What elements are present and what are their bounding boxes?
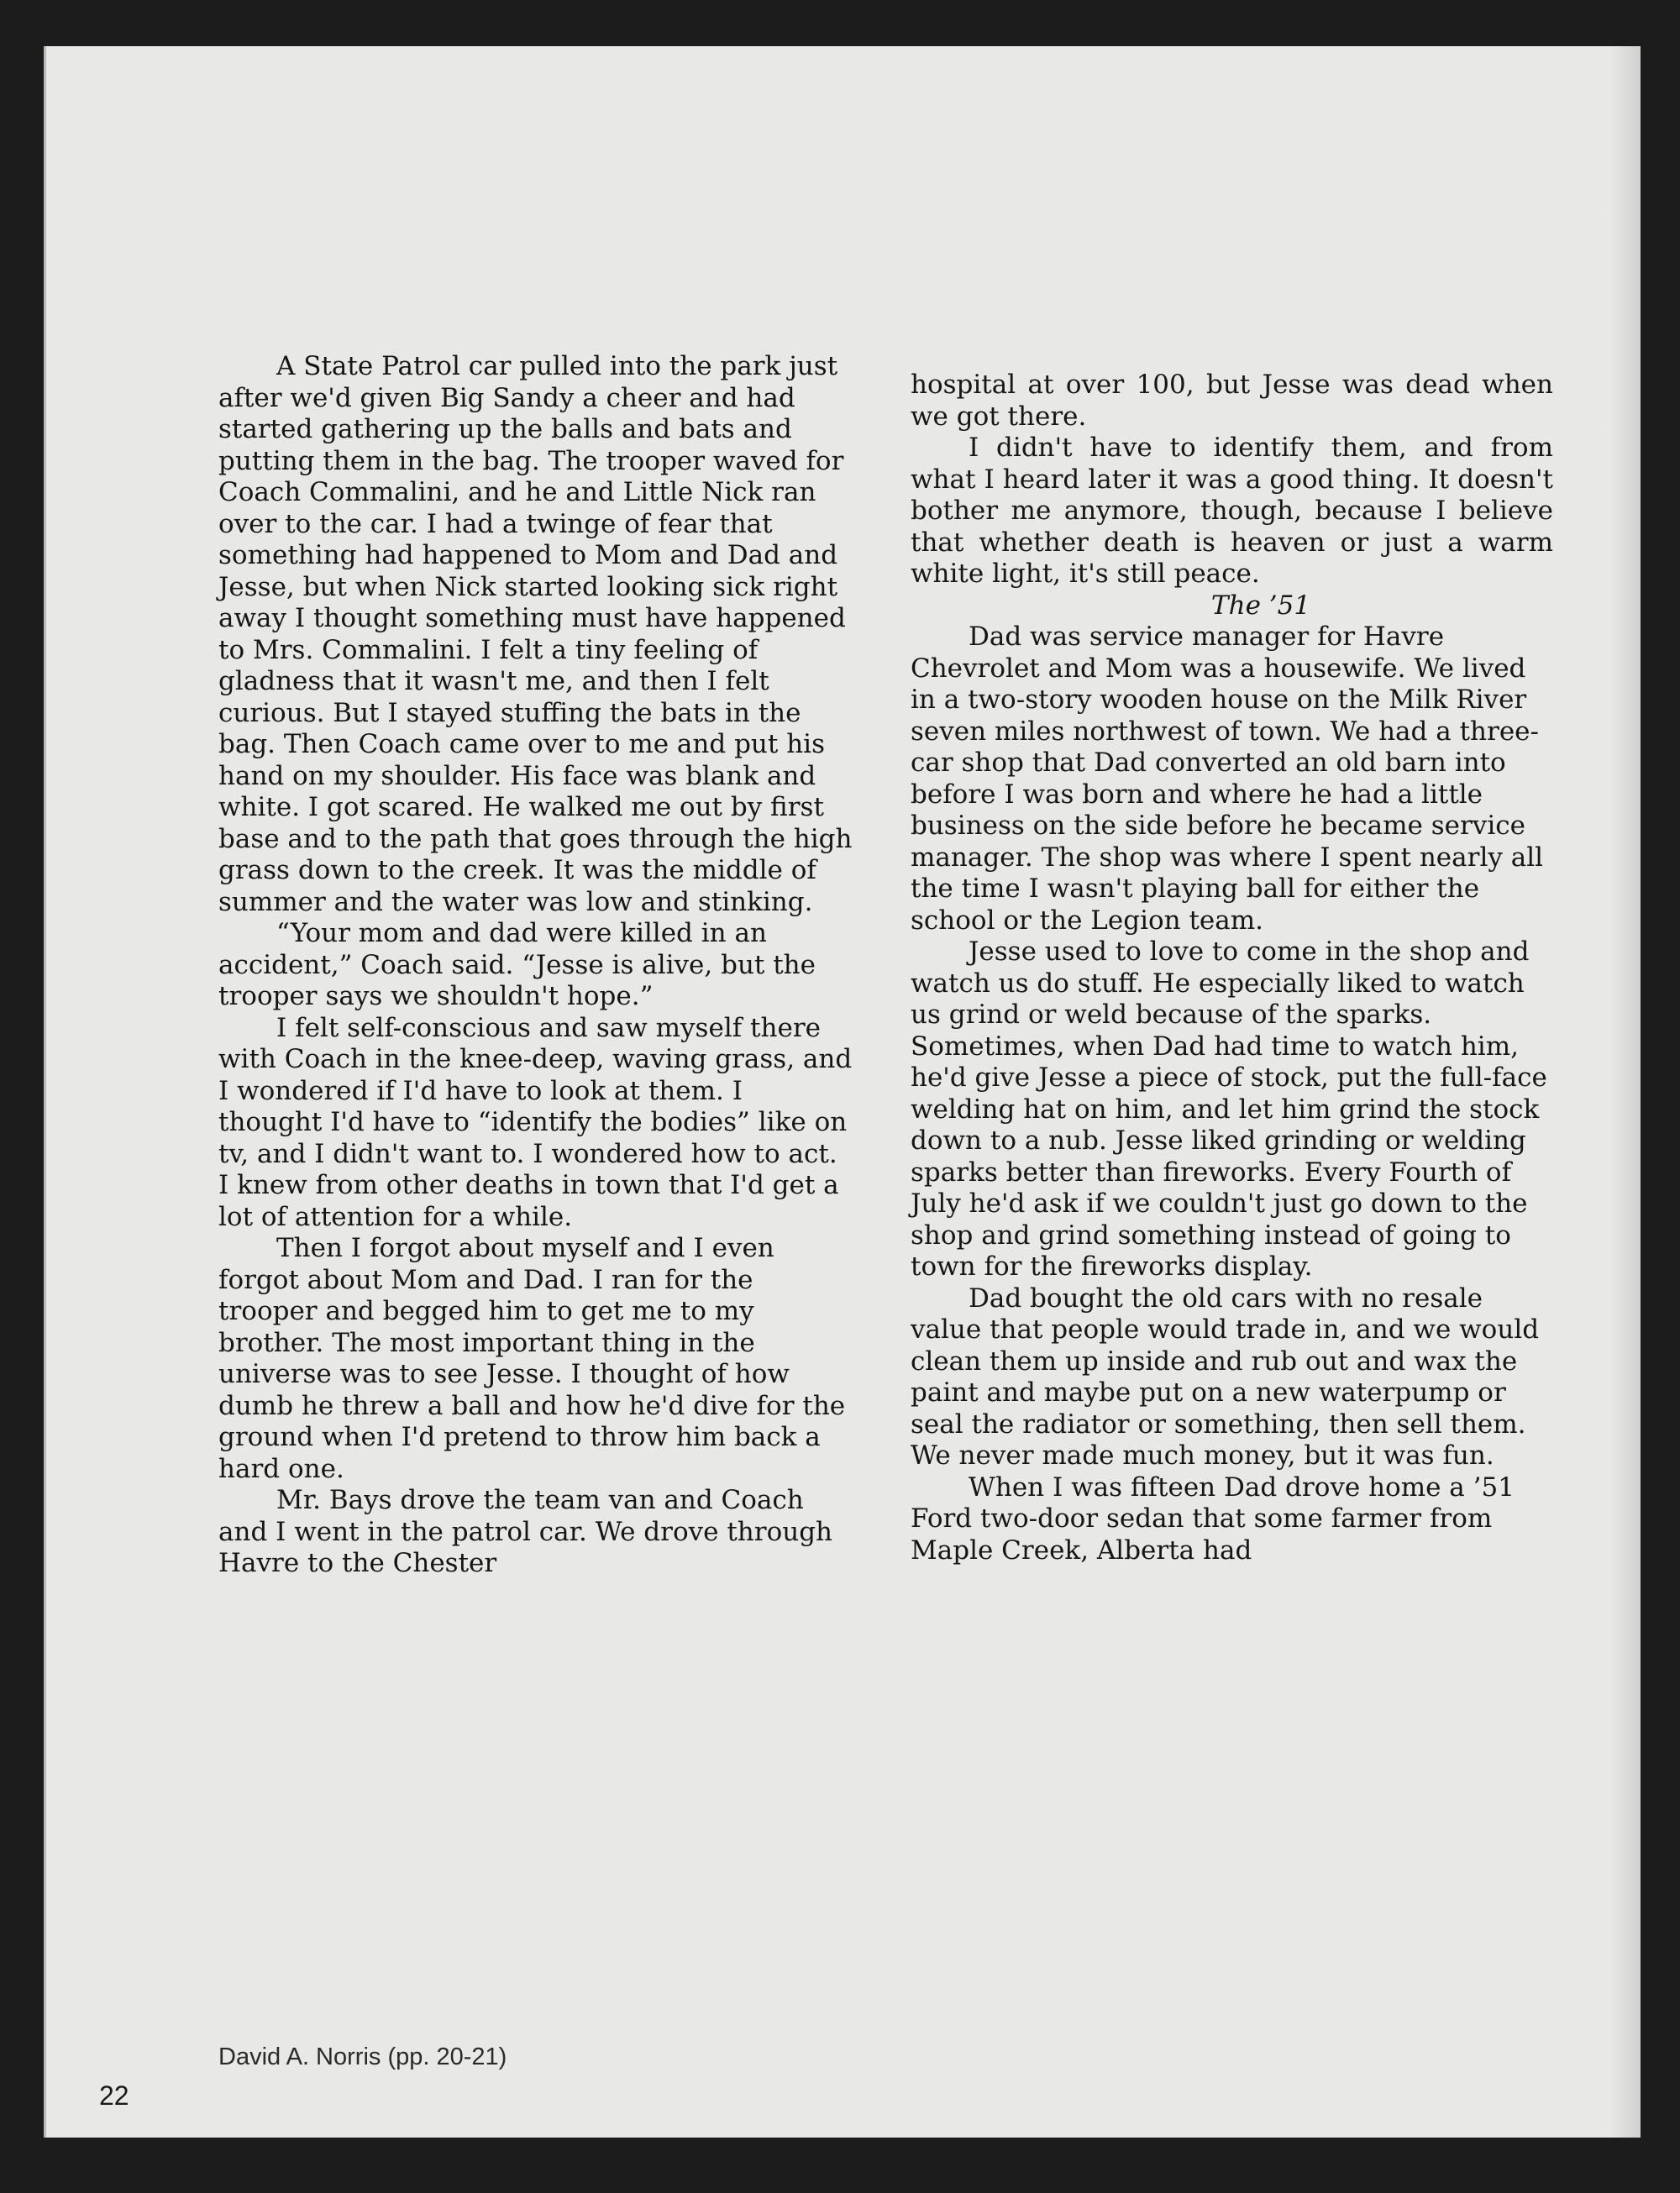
right-paragraph-3: Dad was service manager for Havre Chevrolet and Mom was a housewife. We lived in a two-story wooden house on the Milk River seven miles northwest of town. We had a three-car shop that Dad converted an old barn into before I was born and where he had a little business on the side before he became service manager. The shop was where I spent nearly all the time I wasn't playing ball for either the school or the Legion team. [911,622,1544,936]
page-number: 22 [99,2080,129,2111]
section-heading: The ’51 [1210,590,1311,621]
right-paragraph-4: Jesse used to love to come in the shop and watch us do stuff. He especially liked to watch us grind or weld because of the sparks. Sometimes, when Dad had time to watch him, he'd give Jesse a piece of stock, put the full-face welding hat on him, and let him grind the stock down to a nub. Jesse liked grinding or welding sparks better than fireworks. Every Fourth of July he'd ask if we couldn't just go down to the shop and grind something instead of going to town for the fireworks display. [911,936,1547,1282]
left-paragraph-3: I felt self-conscious and saw myself there with Coach in the knee-deep, waving grass, and I wondered if I'd have to look at them. I thought I'd have to “identify the bodies” like on tv, and I didn't want to. I wondered how to act. I knew from other deaths in town that I'd get a lot of attention for a while. [218,1012,853,1232]
left-paragraph-5: Mr. Bays drove the team van and Coach and I went in the patrol car. We drove through Havre to the Chester [218,1485,833,1578]
left-paragraph-2: “Your mom and dad were killed in an accident,” Coach said. “Jesse is alive, but the trooper says we shouldn't hope.” [218,918,816,1011]
left-paragraph-4: Then I forgot about myself and I even forgot about Mom and Dad. I ran for the trooper and begged him to get me to my brother. The most important thing in the universe was to see Jesse. I thought of how dumb he threw a ball and how he'd dive for the ground when I'd pretend to throw him back a hard one. [218,1233,846,1484]
right-paragraph-2: I didn't have to identify them, and from what I heard later it was a good thing. It doesn't bother me anymore, though, because I believe that whether death is heaven or just a warm white light, it's still peace. [911,433,1553,589]
left-paragraph-1: A State Patrol car pulled into the park just after we'd given Big Sandy a cheer and had started gathering up the balls and bats and putting them in the bag. The trooper waved for Coach Commalini, and he and Little Nick ran over to the car. I had a twinge of fear that something had happened to Mom and Dad and Jesse, but when Nick started looking sick right away I thought something must have happened to Mrs. Commalini. I felt a tiny feeling of gladness that it wasn't me, and then I felt curious. But I stayed stuffing the bats in the bag. Then Coach came over to me and put his hand on my shoulder. His face was blank and white. I got scared. He walked me out by first base and to the path that goes through the high grass down to the creek. It was the middle of summer and the water was low and stinking. [218,351,853,917]
author-credit: David A. Norris (pp. 20-21) [218,2043,507,2070]
right-paragraph-5: Dad bought the old cars with no resale value that people would trade in, and we would clean them up inside and rub out and wax the paint and maybe put on a new waterpump or seal the radiator or something, then sell them. We never made much money, but it was fun. [911,1283,1540,1471]
left-text-column [218,351,853,1580]
page-gutter-shadow [1610,46,1641,2138]
right-paragraph-6: When I was fifteen Dad drove home a ’51 Ford two-door sedan that some farmer from Maple Creek, Alberta had [911,1472,1515,1566]
right-continuation-paragraph: hospital at over 100, but Jesse was dead when we got there. [911,370,1553,432]
right-text-column [911,370,1553,1566]
book-page [44,46,1641,2138]
